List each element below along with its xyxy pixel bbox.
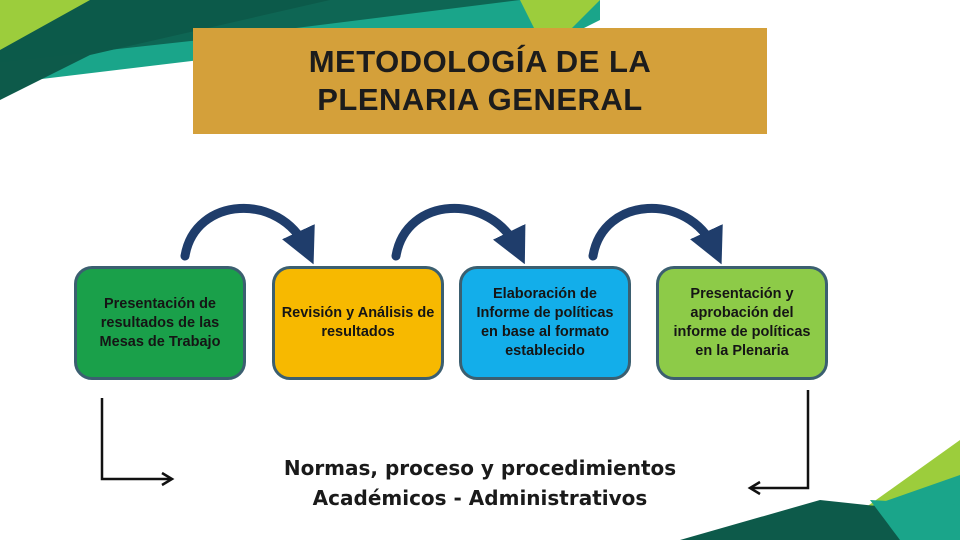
step-label-4: Presentación y aprobación del informe de políticas en la Plenaria	[673, 286, 811, 359]
curved-arrow-2	[396, 208, 517, 256]
bottom-caption	[180, 453, 780, 513]
page-title-line-2: PLENARIA GENERAL	[317, 82, 643, 117]
bottom-caption-line-1: Normas, proceso y procedimientos	[283, 456, 677, 480]
step-label-2: Revisión y Análisis de resultados	[281, 305, 435, 340]
bottom-caption-line-2: Académicos - Administrativos	[312, 486, 648, 510]
curved-arrow-3	[593, 208, 714, 256]
curved-arrow-1	[185, 208, 306, 256]
page-title-line-1: METODOLOGÍA DE LA	[308, 44, 652, 79]
step-label-1: Presentación de resultados de las Mesas de Trabajo	[99, 295, 221, 350]
step-label-3: Elaboración de Informe de políticas en base al formato establecido	[476, 286, 614, 359]
left-elbow-arrow	[102, 398, 170, 479]
